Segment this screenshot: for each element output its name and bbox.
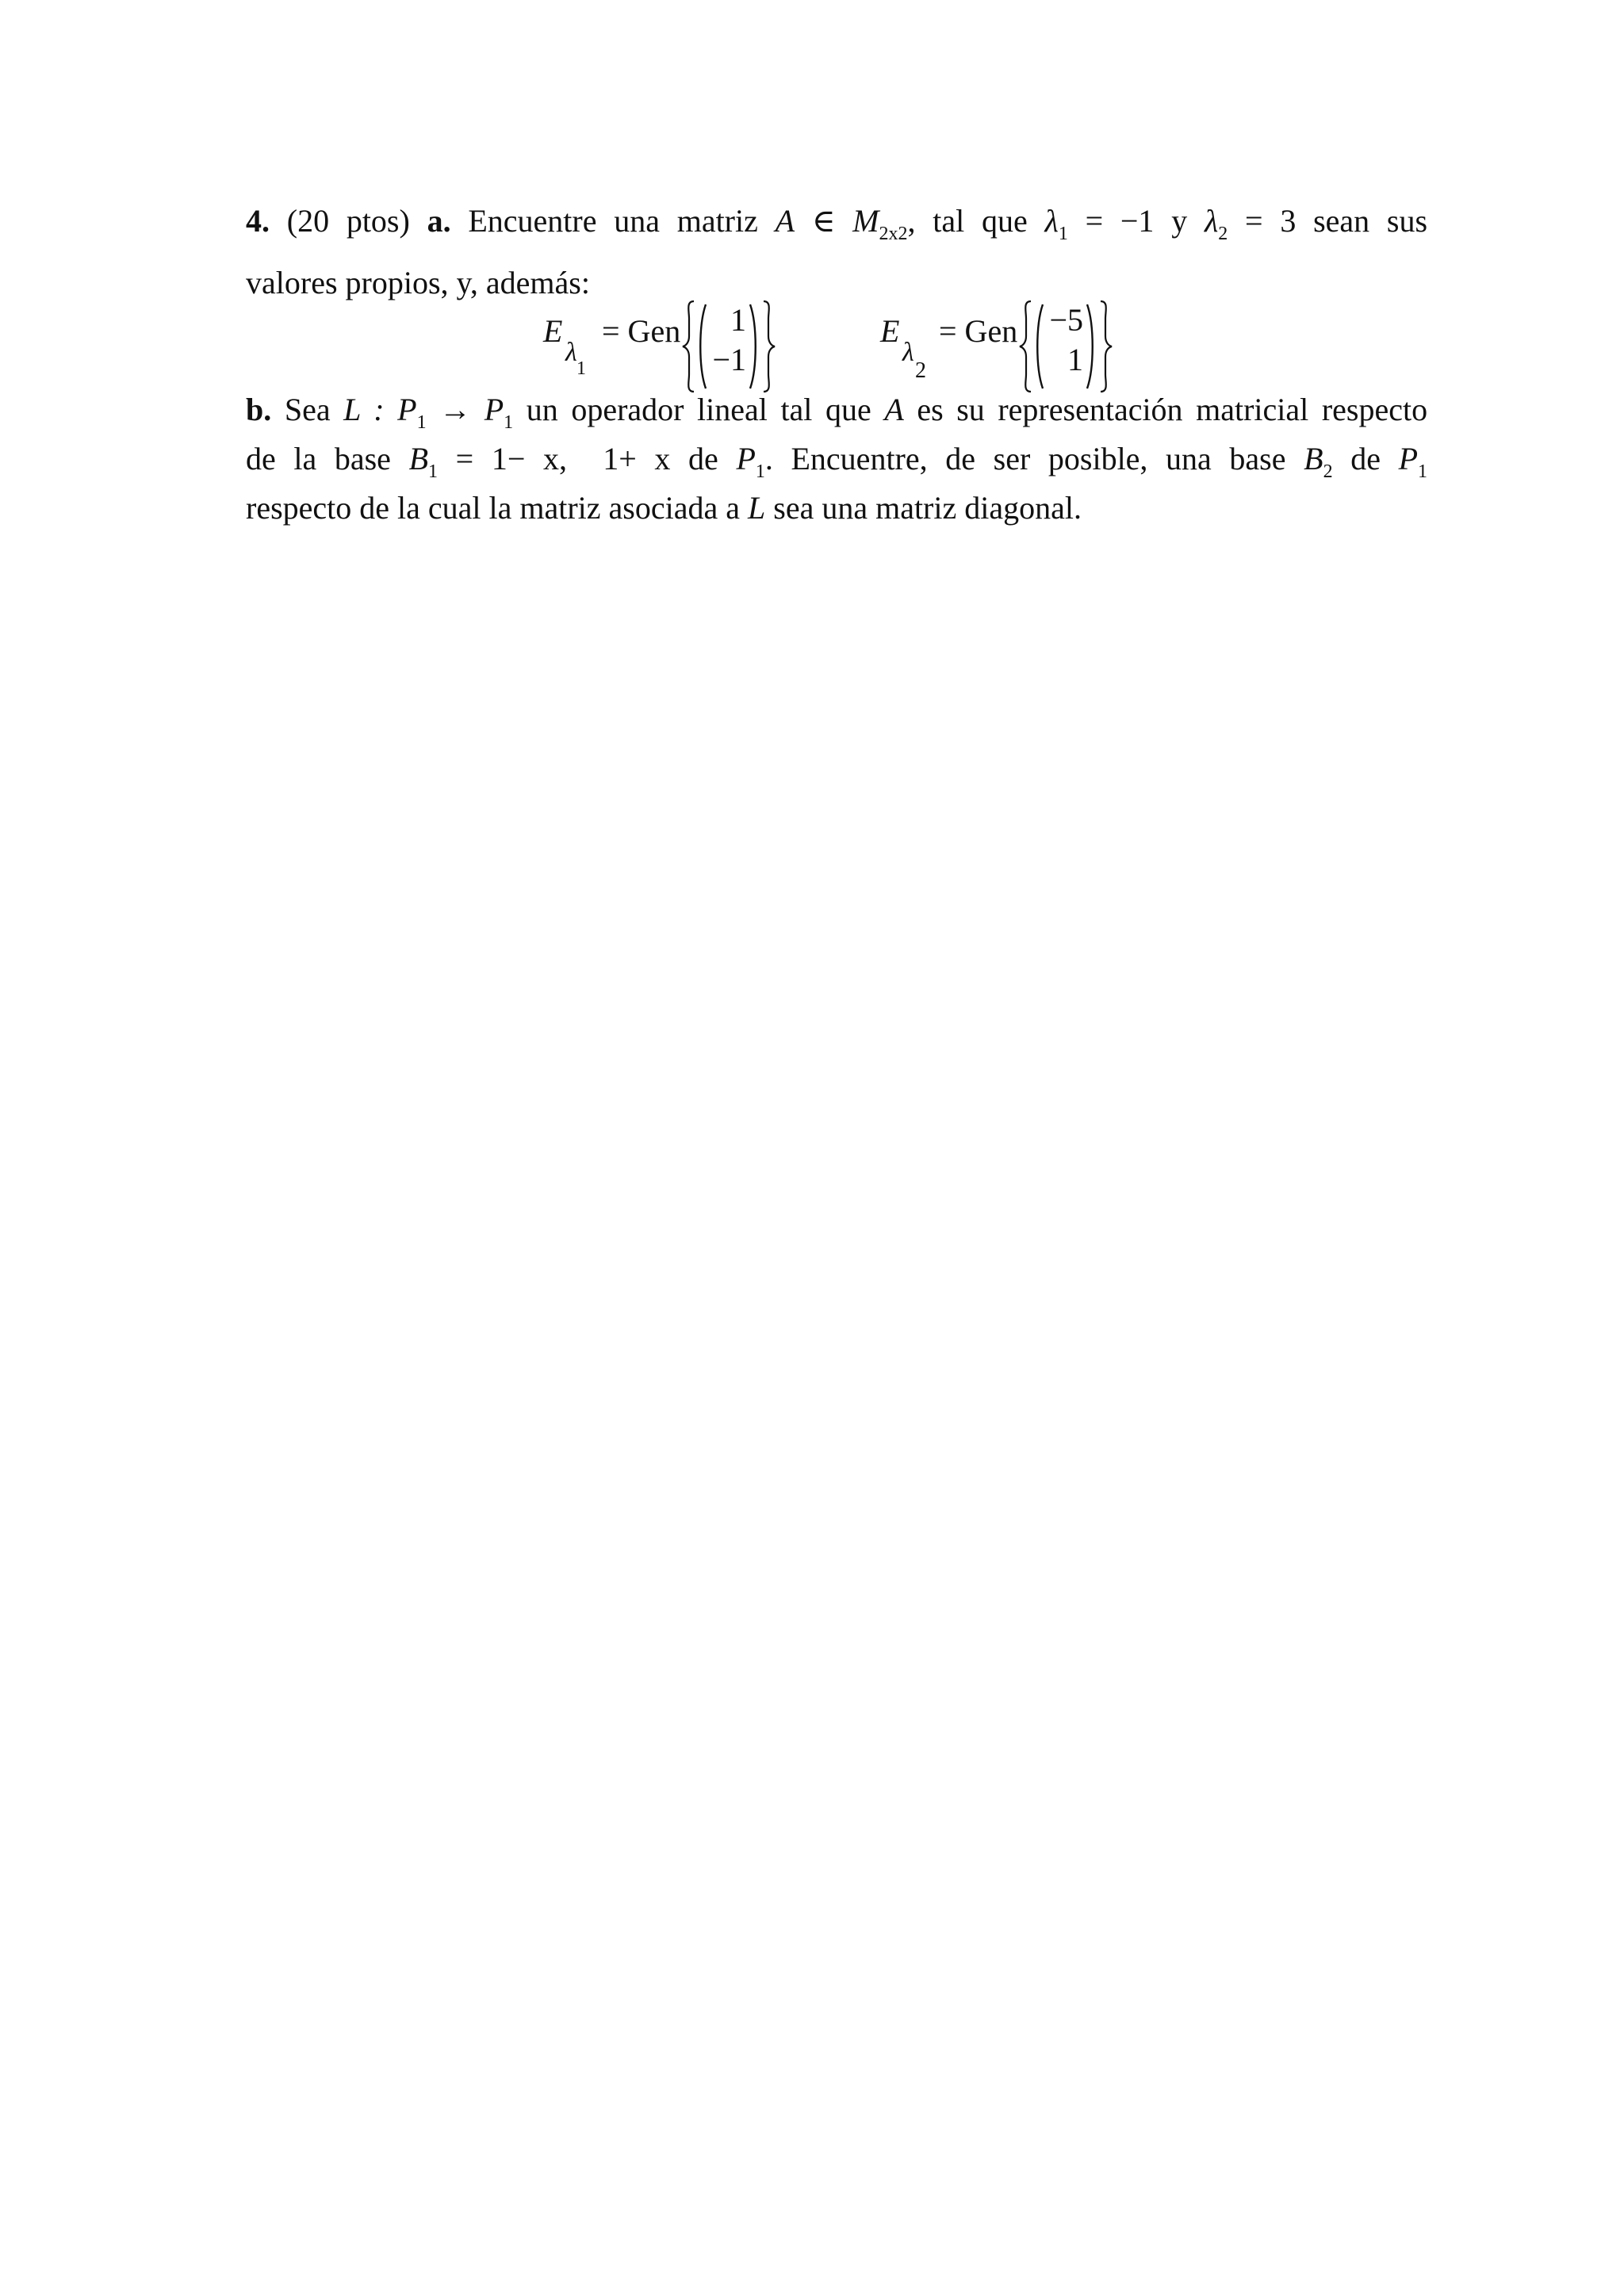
de-text-2: de — [1350, 441, 1381, 476]
matrix-space-M: M — [852, 203, 879, 239]
eigenspace-E-symbol: E — [543, 313, 563, 349]
space-P1-2: $P_1$ — [1398, 441, 1428, 482]
operator-L: L — [748, 490, 766, 526]
sea-text: Sea — [284, 392, 331, 427]
eigenspace-E-symbol: E — [880, 313, 900, 349]
part-b-line-1 — [246, 387, 1427, 438]
matrix-A: A — [884, 392, 904, 427]
vector-entry-2: 1 — [1067, 342, 1083, 377]
eigenspace-lambda-subscript: 2 — [915, 358, 926, 383]
eigenvalue-1: $\lambda_1 = -1$ — [1044, 203, 1155, 244]
comma: , — [907, 203, 916, 239]
matrix-A: A — [775, 203, 795, 239]
base-text: de la base — [246, 441, 391, 476]
vector-entry-1: 1 — [730, 302, 746, 338]
right-brace-icon — [1097, 300, 1113, 393]
representation-text: es su representación matricial respecto — [917, 392, 1428, 427]
part-b-label: b. — [246, 392, 272, 427]
gen-label: = Gen — [602, 313, 681, 349]
eigenspace-lambda: λ — [565, 338, 577, 367]
part-a-text: Encuentre una matriz — [468, 203, 758, 239]
respecto-text: respecto de la cual la matriz asociada a — [246, 490, 740, 526]
diagonal-text: sea una matriz diagonal. — [773, 490, 1082, 526]
problem-points: (20 ptos) — [286, 203, 410, 239]
element-of-symbol: ∈ — [811, 203, 836, 239]
eigenspace-2 — [880, 302, 1150, 387]
problem-number: 4. — [246, 203, 270, 239]
right-brace-icon — [760, 300, 776, 393]
basis-B1: $B_1 = 1- x$, 1+ x — [408, 441, 671, 482]
left-brace-icon — [681, 300, 697, 393]
eigenspace-lambda-subscript: 1 — [576, 358, 586, 379]
linear-map: L : $P_1 \to P_1$ — [343, 392, 514, 433]
sean-sus-text: sean sus — [1313, 203, 1428, 239]
right-paren-icon — [748, 303, 760, 390]
vector-entry-2: −1 — [712, 342, 746, 377]
vector-entry-1: −5 — [1049, 302, 1083, 338]
de-text: de — [688, 441, 718, 476]
eigenvalue-2: $\lambda_2 = 3$ — [1204, 203, 1297, 244]
part-b-line-2 — [246, 436, 1427, 487]
right-paren-icon — [1085, 303, 1097, 390]
operator-text: un operador lineal tal que — [526, 392, 871, 427]
problem-statement-line-1 — [246, 198, 1427, 249]
tal-que-text: tal que — [933, 203, 1028, 239]
y-text: y — [1171, 203, 1188, 239]
part-a-label: a. — [427, 203, 451, 239]
gen-label: = Gen — [939, 313, 1018, 349]
matrix-space-subscript: 2x2 — [879, 224, 908, 244]
basis-B1-elements: 1− x, 1+ x — [491, 441, 671, 476]
space-P1: $P_1$. Encuentre, de ser posible, una base — [736, 441, 1286, 482]
basis-B2: $B_2$ — [1304, 441, 1333, 482]
eigenspace-1 — [543, 302, 797, 387]
left-brace-icon — [1018, 300, 1034, 393]
part-b-line-3 — [246, 485, 1427, 530]
problem-statement-line-2: valores propios, y, además: — [246, 265, 590, 300]
eigenspace-lambda: λ — [902, 338, 914, 367]
matrix-membership — [775, 203, 916, 244]
